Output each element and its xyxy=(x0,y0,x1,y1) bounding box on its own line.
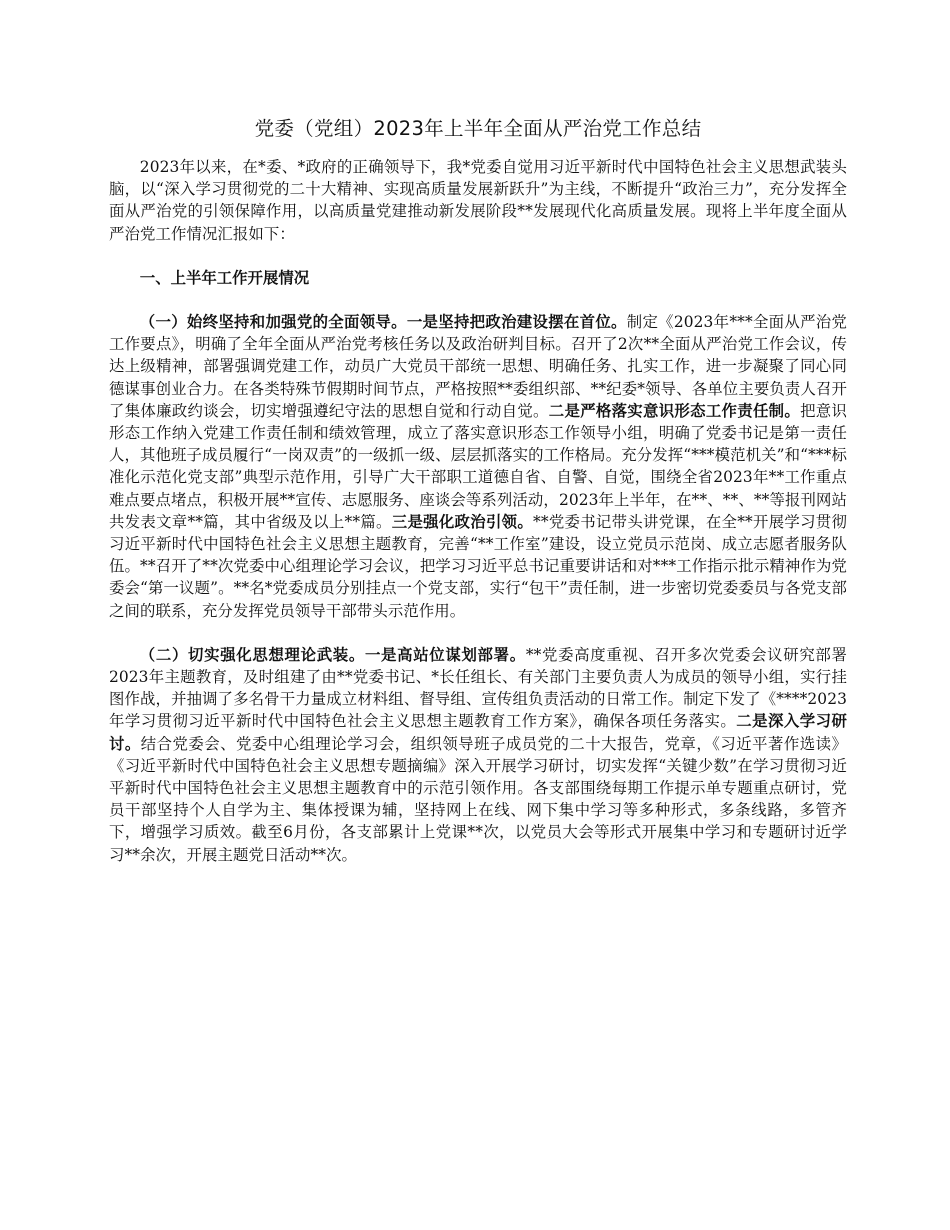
sub2-point-1-heading: 一是高站位谋划部署。 xyxy=(364,645,526,664)
sub2-point-1-text: **党委高度重视、召开多次党委会议研究部署2023年主题教育，及时组建了由**党委书记、*长任组长、有关部门主要负责人为成员的领导小组，实行挂图作战，并抽调了多名骨干力量成立材料组、督导组、宣传组负责活动的日常工作。制定下发了《****2023年学习贯彻习近平新时代中国特色社会主义思想主题教育工作方案》，确保各项任务落实。 xyxy=(109,645,847,731)
document-body xyxy=(109,156,847,866)
subsection-2-paragraph xyxy=(109,644,847,866)
point-2-text: 把意识形态工作纳入党建工作责任制和绩效管理，成立了落实意识形态工作领导小组，明确了党委书记是第一责任人，其他班子成员履行“一岗双责”的一级抓一级、层层抓落实的工作格局。充分发挥“***模范机关”和“***标准化示范化党支部”典型示范作用，引导广大干部职工道德自省、自警、自觉，围绕全省2023年**工作重点难点要点堵点，积极开展**宣传、志愿服务、座谈会等系列活动，2023年上半年，在**、**、**等报刊网站共发表文章**篇，其中省级及以上**篇。 xyxy=(109,401,847,531)
point-3-text: **党委书记带头讲党课，在全**开展学习贯彻习近平新时代中国特色社会主义思想主题教育，完善“**工作室”建设，设立党员示范岗、成立志愿者服务队伍。**召开了**次党委中心组理论学习会议，把学习习近平总书记重要讲话和对***工作指示批示精神作为党委会“第一议题”。**名*党委成员分别挂点一个党支部，实行“包干”责任制，进一步密切党委委员与各党支部之间的联系，充分发挥党员领导干部带头示范作用。 xyxy=(109,512,847,620)
point-3-heading: 三是强化政治引领。 xyxy=(391,512,534,531)
point-1-text: 制定《2023年***全面从严治党工作要点》，明确了全年全面从严治党考核任务以及政治研判目标。召开了2次**全面从严治党工作会议，传达上级精神，部署强调党建工作，动员广大党员干部统一思想、明确任务、扎实工作，进一步凝聚了同心同德谋事创业合力。在各类特殊节假期时间节点，严格按照**委组织部、**纪委*领导、各单位主要负责人召开了集体廉政约谈会，切实增强遵纪守法的思想自觉和行动自觉。 xyxy=(109,313,847,420)
point-1-heading: 一是坚持把政治建设摆在首位。 xyxy=(406,313,627,332)
subsection-1-paragraph xyxy=(109,311,847,622)
sub2-point-2-text: 结合党委会、党委中心组理论学习会，组织领导班子成员党的二十大报告，党章，《习近平著作选读》《习近平新时代中国特色社会主义思想专题摘编》深入开展学习研讨，切实发挥“关键少数”在学习贯彻习近平新时代中国特色社会主义思想主题教育中的示范引领作用。各支部围绕每期工作提示单专题重点研讨，党员干部坚持个人自学为主、集体授课为辅，坚持网上在线、网下集中学习等多种形式，多条线路，多管齐下，增强学习质效。截至6月份，各支部累计上党课**次，以党员大会等形式开展集中学习和专题研讨近学习**余次，开展主题党日活动**次。 xyxy=(109,734,847,864)
document-title: 党委（党组）2023年上半年全面从严治党工作总结 xyxy=(254,117,702,140)
subsection-1-lead: （一）始终坚持和加强党的全面领导。 xyxy=(139,313,407,332)
section-heading-1: 一、上半年工作开展情况 xyxy=(139,268,310,287)
intro-paragraph: 2023年以来，在*委、*政府的正确领导下，我*党委自觉用习近平新时代中国特色社会主义思想武装头脑，以“深入学习贯彻党的二十大精神、实现高质量发展新跃升”为主线，不断提升“政治三力”，充分发挥全面从严治党的引领保障作用，以高质量党建推动新发展阶段**发展现代化高质量发展。现将上半年度全面从严治党工作情况汇报如下： xyxy=(109,158,847,243)
point-2-heading: 二是严格落实意识形态工作责任制。 xyxy=(548,401,801,420)
subsection-2-lead: （二）切实强化思想理论武装。 xyxy=(139,645,365,664)
sub2-point-2-heading: 二是深入学习研讨。 xyxy=(109,712,847,753)
